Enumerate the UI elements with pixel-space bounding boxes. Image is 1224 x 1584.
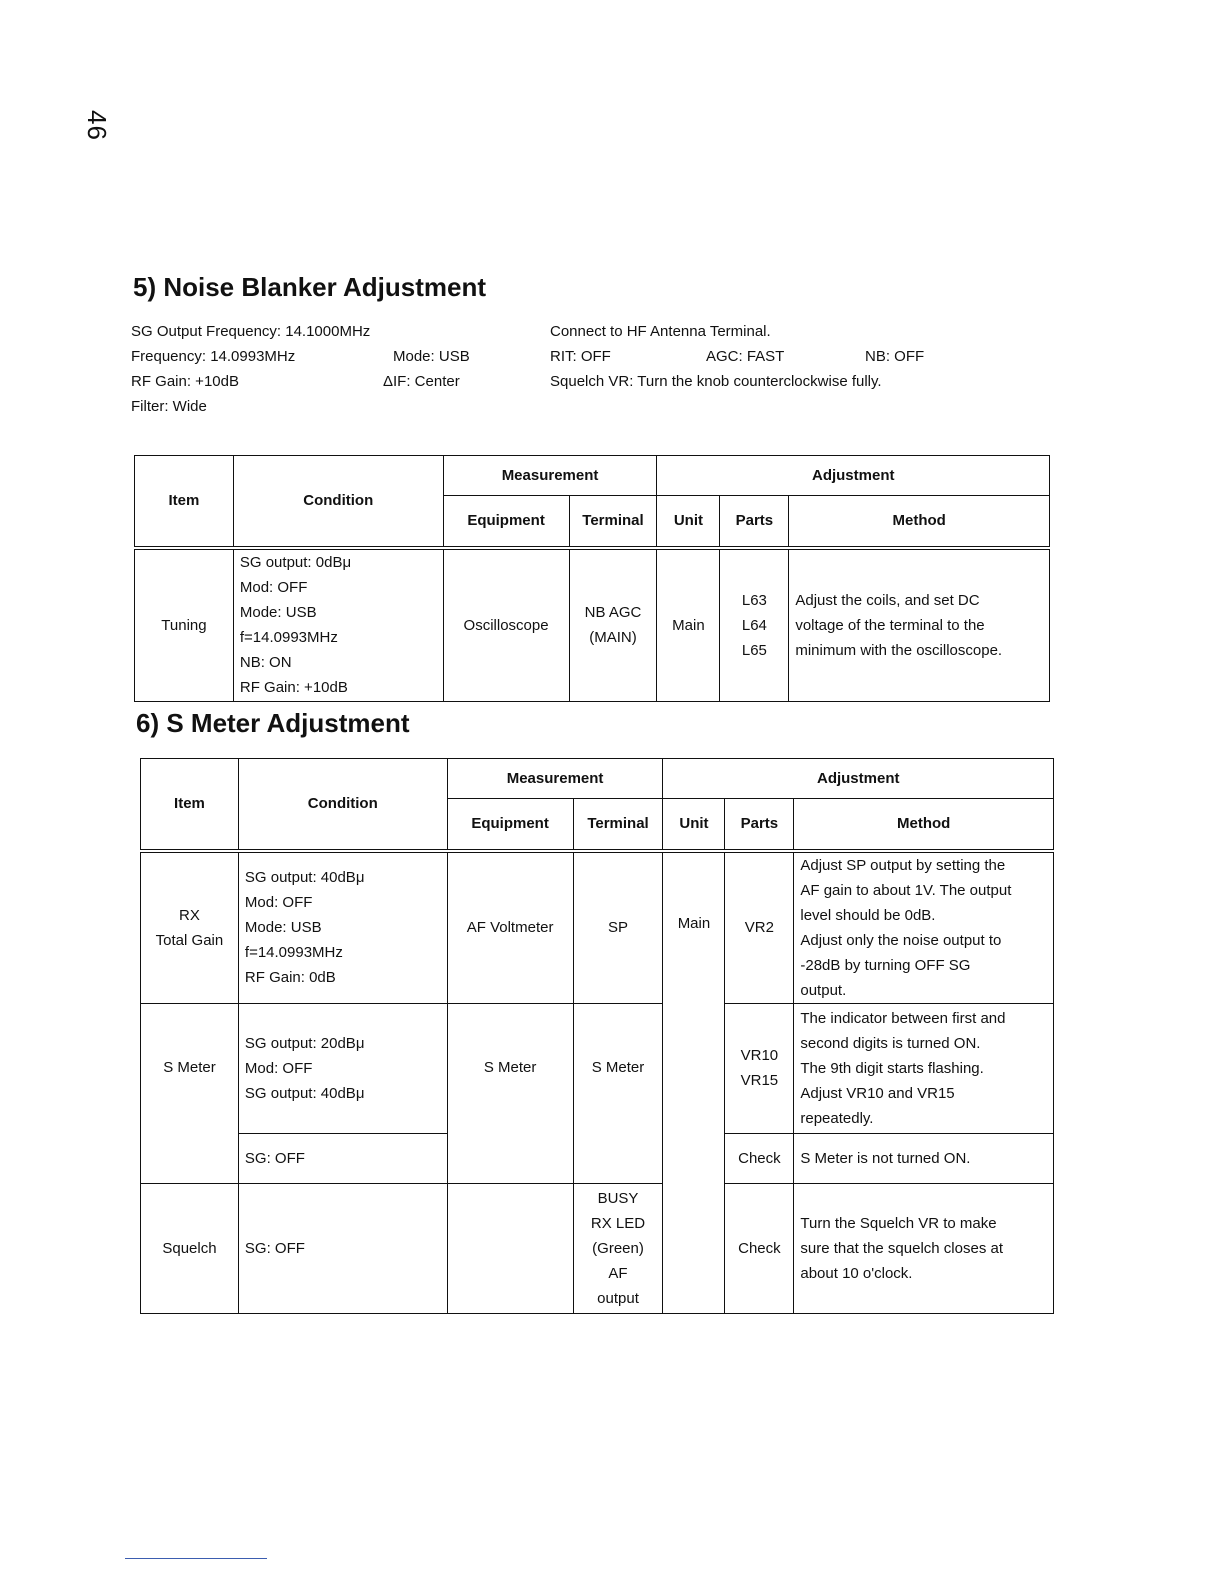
method-line: Turn the Squelch VR to make (800, 1214, 997, 1232)
mode: Mode: USB (393, 348, 470, 365)
sm-table (140, 758, 1054, 1314)
method-line: The 9th digit starts flashing. (800, 1059, 984, 1077)
cond-line: SG output: 20dBμ (244, 1034, 365, 1052)
item-line: Total Gain (155, 931, 224, 949)
terminal-line: RX LED (590, 1214, 646, 1232)
rx-equipment: AF Voltmeter (447, 851, 573, 1004)
nb-unit: Main (657, 548, 720, 702)
terminal-line: BUSY (597, 1189, 639, 1207)
sm-header-adjustment: Adjustment (663, 759, 1054, 799)
cond-line: SG output: 40dBμ (244, 869, 365, 886)
cond-line: Mod: OFF (244, 1059, 313, 1077)
nb-header-method: Method (789, 496, 1050, 548)
rx-terminal: SP (573, 851, 663, 1004)
cond-line: Mod: OFF (244, 894, 313, 911)
smeter-method (794, 1003, 1054, 1133)
nb-header-measurement: Measurement (443, 456, 657, 496)
sm-header-condition: Condition (238, 759, 447, 851)
terminal-line: AF (608, 1264, 628, 1282)
rx-method (794, 851, 1054, 1004)
cond-line: Mode: USB (239, 604, 317, 622)
nb-parts (720, 548, 789, 702)
method-line: The indicator between first and (800, 1009, 1006, 1027)
sm-section-title: 6) S Meter Adjustment (136, 708, 410, 738)
delta-if: ΔIF: Center (383, 373, 460, 390)
terminal-line: output (597, 1289, 639, 1307)
nb-item: Tuning (135, 548, 234, 702)
sm-header-equipment: Equipment (447, 799, 573, 851)
smeter-item (141, 1003, 239, 1183)
method-line: about 10 o'clock. (800, 1264, 913, 1282)
squelch-vr: Squelch VR: Turn the knob counterclockwise fully. (550, 373, 882, 390)
rx-item (141, 851, 239, 1004)
method-line: voltage of the terminal to the (795, 616, 985, 634)
nb-equipment: Oscilloscope (443, 548, 569, 702)
sm-unit (663, 851, 725, 1314)
filter: Filter: Wide (131, 398, 207, 415)
cond-line: NB: ON (239, 654, 292, 672)
nb: NB: OFF (865, 348, 925, 365)
part-line: L63 (741, 591, 767, 609)
item-text: S Meter (163, 1058, 216, 1076)
sm-header-item: Item (141, 759, 239, 851)
connect-note: Connect to HF Antenna Terminal. (550, 323, 771, 340)
rx-parts: VR2 (725, 851, 794, 1004)
nb-condition (233, 548, 443, 702)
nb-header-parts: Parts (720, 496, 789, 548)
nb-header-unit: Unit (657, 496, 720, 548)
nb-header-equipment: Equipment (443, 496, 569, 548)
method-line: Adjust the coils, and set DC (795, 591, 980, 609)
method-line: AF gain to about 1V. The output (800, 881, 1012, 899)
sm-header-parts: Parts (725, 799, 794, 851)
part-line: L64 (741, 616, 767, 634)
method-line: Adjust only the noise output to (800, 931, 1002, 949)
squelch-terminal (573, 1183, 663, 1313)
method-line: minimum with the oscilloscope. (795, 641, 1003, 659)
method-line: repeatedly. (800, 1109, 874, 1127)
nb-header-item: Item (135, 456, 234, 548)
rf-gain: RF Gain: +10dB (131, 373, 239, 390)
smeter-equipment (447, 1003, 573, 1183)
method-line: Adjust SP output by setting the (800, 856, 1006, 874)
smeter-off-parts: Check (725, 1133, 794, 1183)
smeter-off-condition: SG: OFF (238, 1133, 447, 1183)
method-line: sure that the squelch closes at (800, 1239, 1003, 1257)
frequency: Frequency: 14.0993MHz (131, 348, 296, 365)
method-line: output. (800, 981, 847, 999)
sm-header-terminal: Terminal (573, 799, 663, 851)
cond-line: Mode: USB (244, 919, 322, 936)
squelch-parts: Check (725, 1183, 794, 1313)
terminal-line: (MAIN) (589, 629, 637, 647)
method-line: -28dB by turning OFF SG (800, 956, 971, 974)
method-line: level should be 0dB. (800, 906, 936, 924)
method-line: Adjust VR10 and VR15 (800, 1084, 955, 1102)
smeter-terminal (573, 1003, 663, 1183)
nb-header-condition: Condition (233, 456, 443, 548)
footer-rule (125, 1558, 267, 1559)
cond-line: f=14.0993MHz (244, 944, 343, 961)
nb-method (789, 548, 1050, 702)
unit-text: Main (677, 914, 711, 932)
squelch-method (794, 1183, 1054, 1313)
rx-condition (238, 851, 447, 1004)
part-line: VR10 (740, 1047, 779, 1064)
sm-header-measurement: Measurement (447, 759, 663, 799)
smeter-parts (725, 1003, 794, 1133)
agc: AGC: FAST (706, 348, 785, 365)
item-line: RX (179, 906, 200, 924)
cond-line: RF Gain: 0dB (244, 969, 336, 986)
page-number: 46 (82, 110, 112, 141)
part-line: VR15 (740, 1072, 779, 1089)
part-line: L65 (741, 641, 767, 659)
method-line: second digits is turned ON. (800, 1034, 981, 1052)
nb-terminal (569, 548, 657, 702)
equipment-text: S Meter (483, 1058, 537, 1076)
nb-section-title: 5) Noise Blanker Adjustment (133, 272, 487, 302)
cond-line: Mod: OFF (239, 579, 308, 597)
rit: RIT: OFF (550, 348, 611, 365)
smeter-condition (238, 1003, 447, 1133)
sg-output-frequency: SG Output Frequency: 14.1000MHz (131, 323, 371, 340)
squelch-condition: SG: OFF (238, 1183, 447, 1313)
nb-table (134, 455, 1050, 702)
squelch-equipment (447, 1183, 573, 1313)
cond-line: SG output: 0dBμ (239, 554, 352, 572)
squelch-item: Squelch (141, 1183, 239, 1313)
nb-header-adjustment: Adjustment (657, 456, 1050, 496)
nb-header-terminal: Terminal (569, 496, 657, 548)
sm-header-method: Method (794, 799, 1054, 851)
terminal-line: NB AGC (584, 604, 642, 622)
terminal-line: (Green) (592, 1239, 644, 1257)
smeter-off-method: S Meter is not turned ON. (794, 1133, 1054, 1183)
sm-header-unit: Unit (663, 799, 725, 851)
cond-line: SG output: 40dBμ (244, 1084, 365, 1102)
cond-line: RF Gain: +10dB (239, 679, 348, 697)
terminal-text: S Meter (591, 1058, 645, 1076)
cond-line: f=14.0993MHz (239, 629, 338, 647)
